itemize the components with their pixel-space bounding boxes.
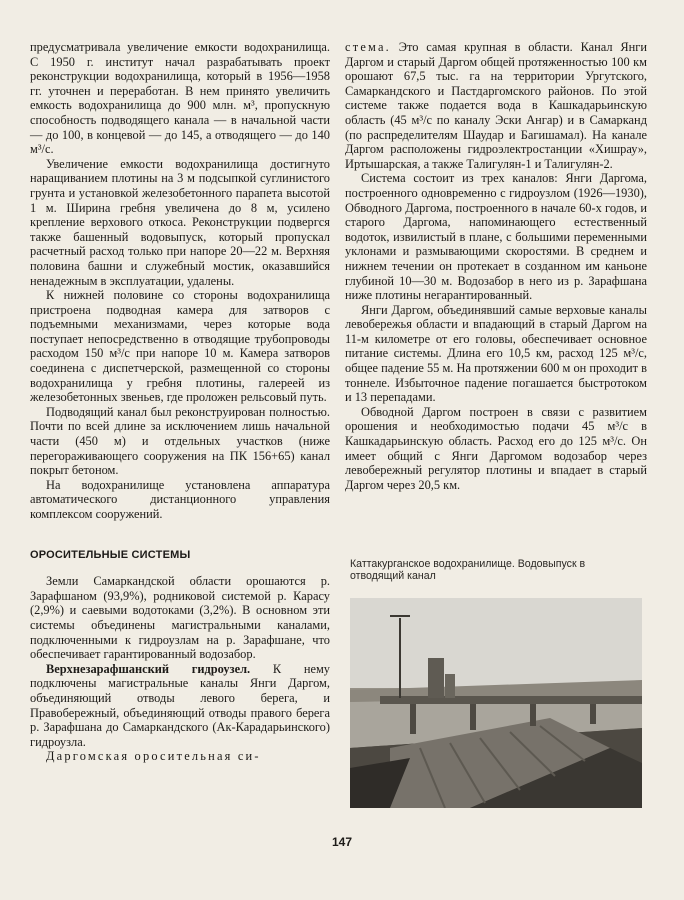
paragraph: Система состоит из трех каналов: Янги Даргома, построенного одновременно с гидроузлом (1926—1930), Обводного Даргома, построенного в начале 60-х годов, и старого Даргома, напоминающего естественный водоток, извилистый в плане, с большими переменными уклонами и размывающими скоростями. В среднем и нижнем течении он протекает в созданном им каньоне глубиной 10—30 м. Водозабор в него из р. Зарафшана ниже плотины негарантированный. bbox=[345, 171, 647, 303]
paragraph bbox=[30, 749, 330, 764]
reservoir-outlet-photo bbox=[350, 598, 642, 808]
photo-caption: Каттакурганское водохранилище. Водовыпуск в отводящий канал bbox=[350, 558, 586, 583]
paragraph: предусматривала увеличение емкости водохранилища. С 1950 г. институт начал разрабатывать проект реконструкции водохранилища, который в 1956—1958 гг. уточнен и переработан. В нем принято увеличить емкость водохранилища до 900 млн. м³, пропускную способность подводящего канала — в начальной части — до 100, в концевой — до 145, а отводящего — до 140 м³/с. bbox=[30, 40, 330, 157]
paragraph: Янги Даргом, объединявший самые верховые каналы левобережья области и впадающий в старый Даргом на 11-м километре от его головы, обеспечивает основное питание системы. Длина его 10,5 км, расход 125 м³/с, общее падение 55 м. На протяжении 600 м он проходит в тоннеле. Избыточное падение погашается быстротоком и 13 перепадами. bbox=[345, 302, 647, 405]
run-in-heading: Верхнезарафшанский гидроузел. bbox=[46, 661, 251, 676]
paragraph: Земли Самаркандской области орошаются р. Зарафшаном (93,9%), родниковой системой р. Карасу (2,9%) и саевыми водотоками (3,2%). В основном эти системы объединены магистральными каналами, подключенными к гидроузлам на р. Зарафшане, что обеспечивает гарантированный водозабор. bbox=[30, 574, 330, 662]
paragraph bbox=[30, 662, 330, 750]
paragraph: Обводной Даргом построен в связи с развитием орошения и необходимостью подачи 45 м³/с в Кашкадарьинскую область. Расход его до 125 м³/с. Он имеет общий с Янги Даргомом водозабор через левобережный регулятор плотины и впадает в старый Даргом через 20,5 км. bbox=[345, 404, 647, 492]
page-number: 147 bbox=[331, 835, 353, 849]
paragraph: На водохранилище установлена аппаратура автоматического дистанционного управления комплексом сооружений. bbox=[30, 477, 330, 521]
paragraph: Подводящий канал был реконструирован полностью. Почти по всей длине за исключением лишь начальной части (450 м) и отдельных участков (ниже перегораживающего сооружения на ПК 156+65) канал покрыт бетоном. bbox=[30, 404, 330, 478]
paragraph bbox=[345, 40, 647, 171]
paragraph: Увеличение емкости водохранилища достигнуто наращиванием плотины на 3 м подсыпкой суглинистого грунта и установкой железобетонного парапета высотой 1 м. Ширина гребня увеличена до 8 м, усилено крепление верхового откоса. Реконструкции подвергся также башенный водовыпуск, который пропускал расчетный расход только при напоре 20—22 м. Верхняя половина башни и служебный мостик, оказавшийся ненадежным в эксплуатации, удалены. bbox=[30, 156, 330, 288]
paragraph-text: К нему подключены магистральные каналы Янги Даргом, объединяющий отводы левого берега, и Правобережный, объединяющий отводы правого берега р. Зарафшана до Самаркандского (Ак-Карадарьинского) гидроузла. bbox=[30, 661, 330, 749]
spaced-heading-start: Даргомская оросительная си- bbox=[46, 749, 261, 764]
right-column bbox=[345, 40, 647, 492]
section-heading: ОРОСИТЕЛЬНЫЕ СИСТЕМЫ bbox=[30, 548, 191, 561]
paragraph: К нижней половине со стороны водохранилища пристроена подводная камера для затворов с подъемными механизмами, через которые вода поступает непосредственно в отводящие трубопроводы расходом 150 м³/с при напоре 10 м. Камера затворов соединена с диспетчерской, размещенной со стороны водохранилища у гребня плотины, галереей из железобетонных звеньев, где проложен рельсовый путь. bbox=[30, 288, 330, 405]
photo-illustration bbox=[350, 598, 642, 808]
spaced-heading-end: стема. bbox=[345, 40, 391, 54]
left-column bbox=[30, 40, 330, 764]
paragraph-text: Это самая крупная в области. Канал Янги Даргом и старый Даргом общей протяженностью 100 км орошают 67,5 тыс. га на территории Ургутского, Самаркандского и Пастдаргомского районов. По этой системе также подается вода в Кашкадарьинскую область (45 м³/с по каналу Эски Ангар) и в Самарканд (по распределителям Шаудар и Багишамал). На канале Даргом расположены гидроэлектростанции «Хишрау», Иртышарская, а также Талигулян-1 и Талигулян-2. bbox=[345, 40, 647, 171]
